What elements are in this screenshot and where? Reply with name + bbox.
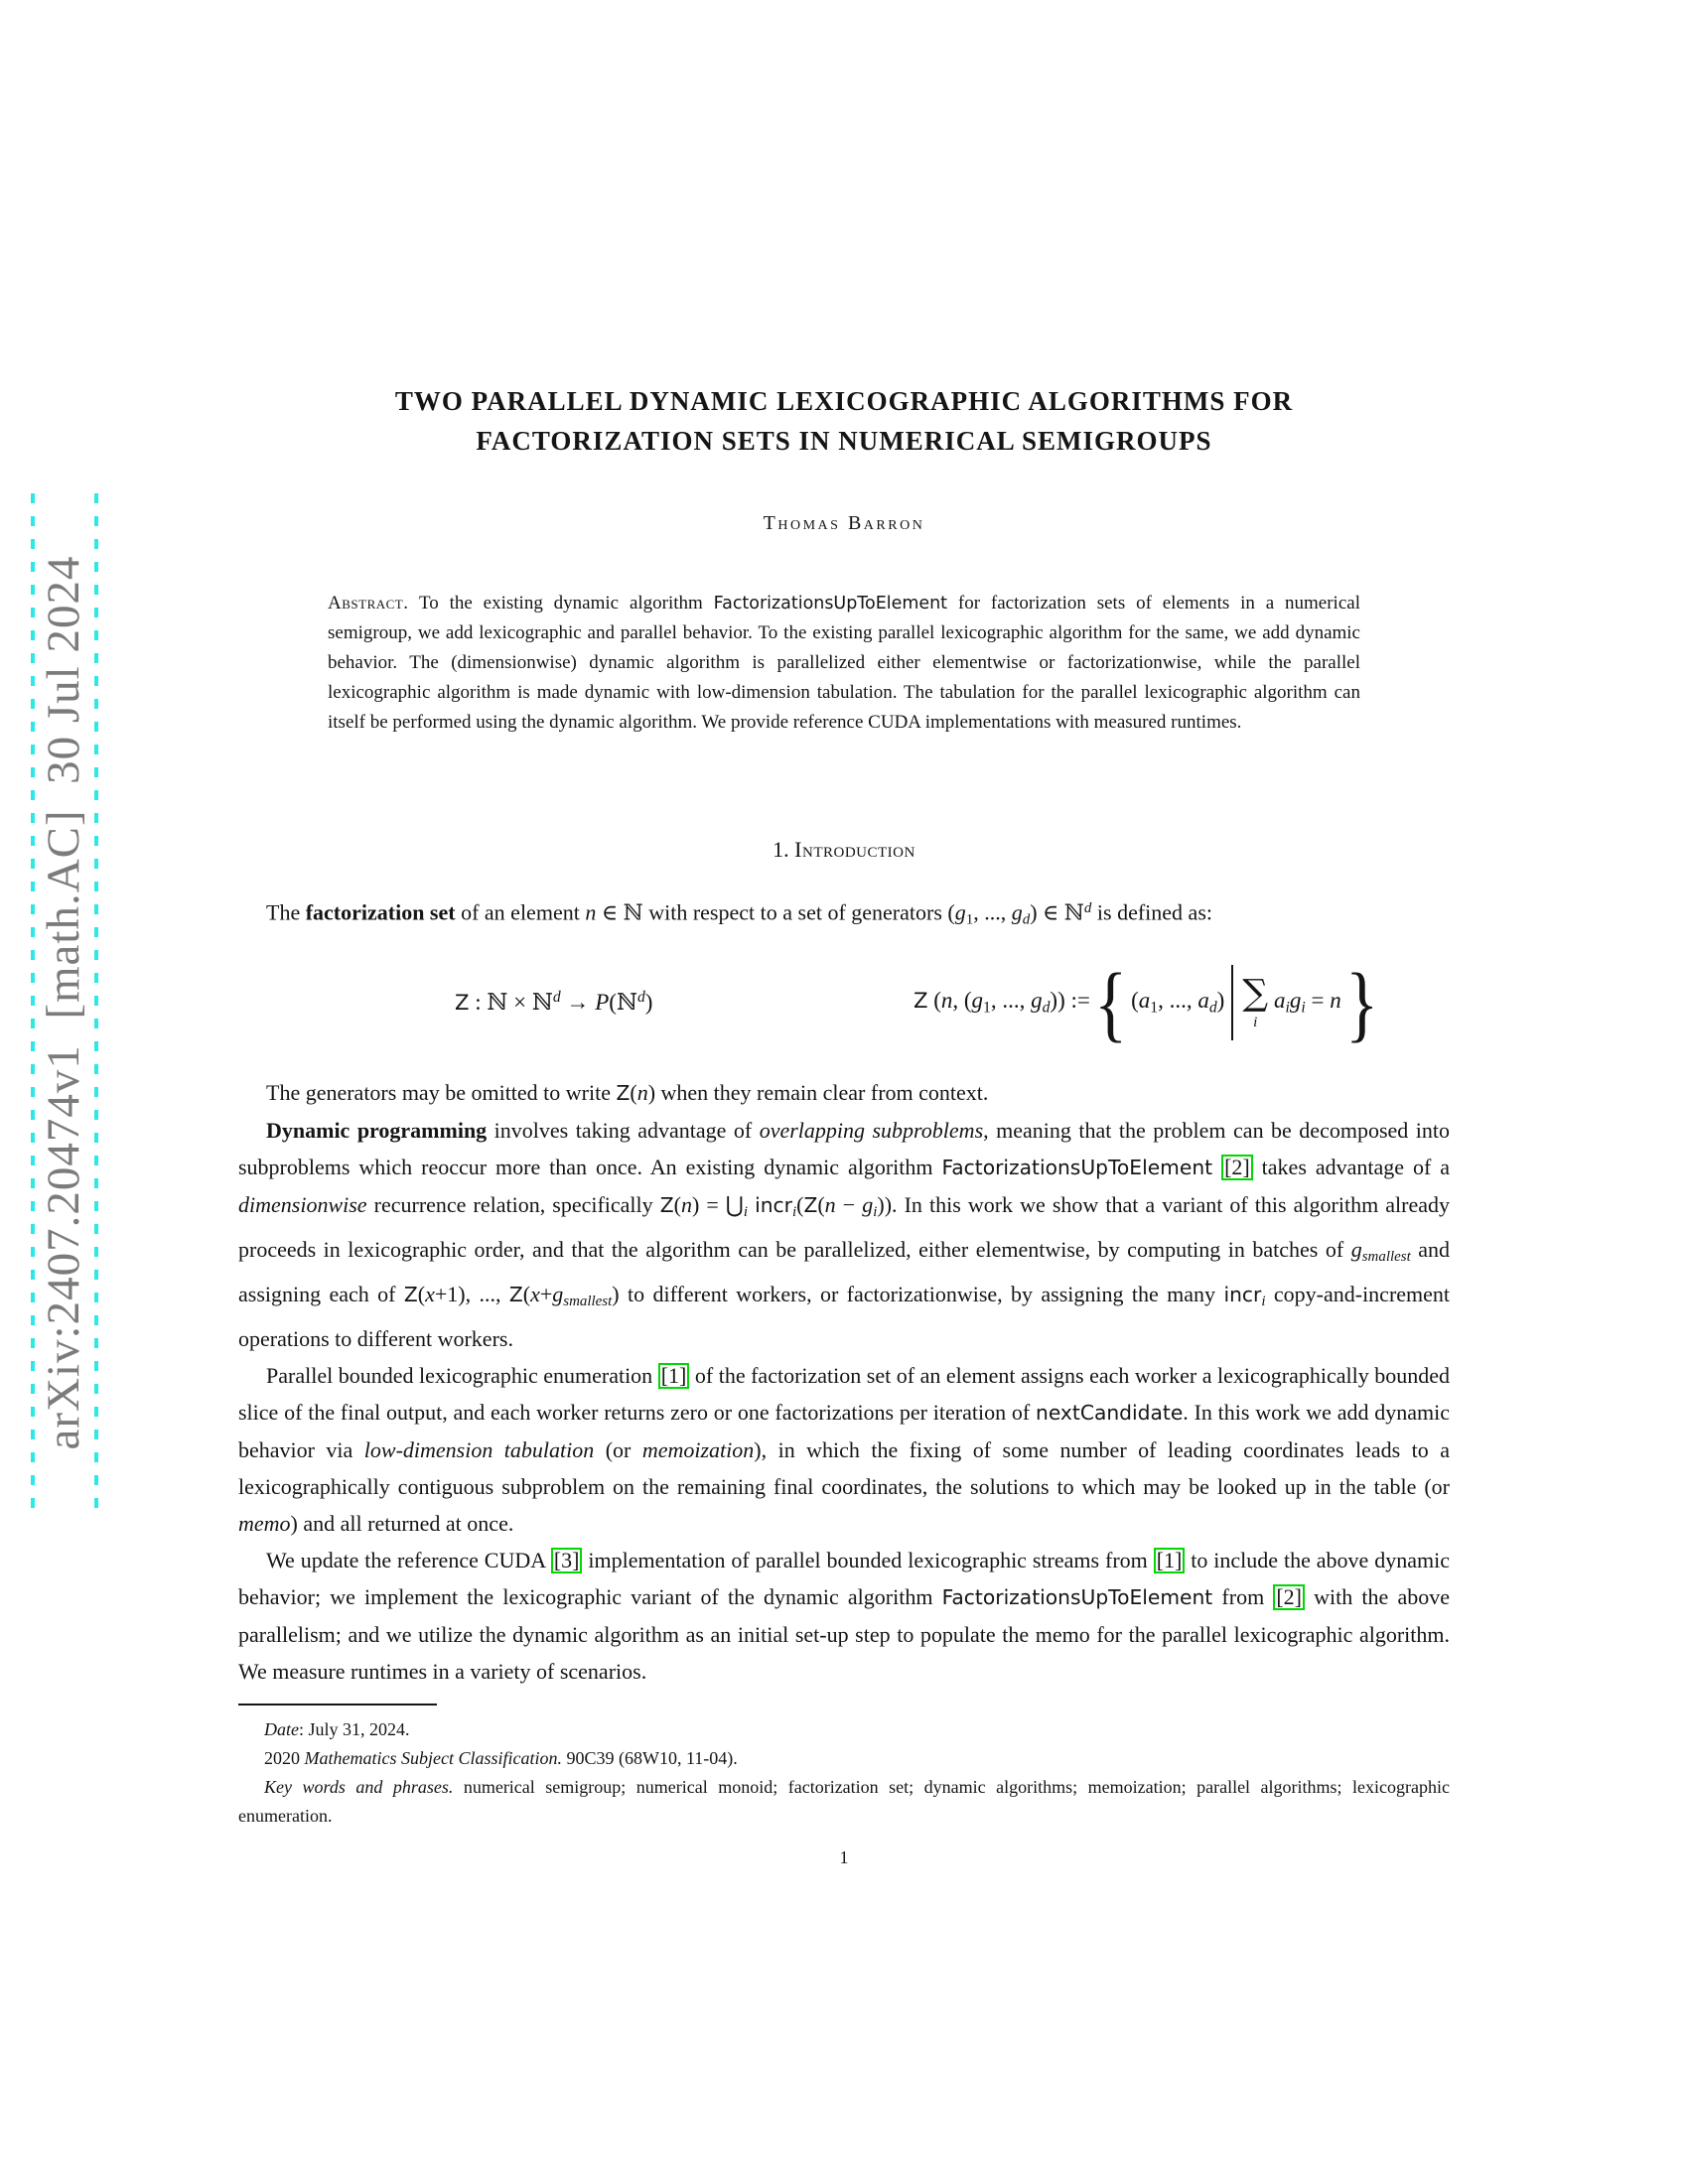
text-segment: a <box>1197 987 1209 1013</box>
text-segment: ( <box>673 1191 681 1217</box>
paper-title-line-2: FACTORIZATION SETS IN NUMERICAL SEMIGROUPS <box>476 426 1212 456</box>
text-segment: , ( <box>952 987 972 1013</box>
citation-link[interactable]: [3] <box>551 1548 583 1573</box>
text-segment: when they remain clear from context. <box>655 1079 989 1105</box>
equation-lhs <box>914 988 1090 1017</box>
text-segment: Z <box>508 1283 523 1307</box>
stamp-dashed-line-right <box>94 493 98 1512</box>
equation-block <box>238 947 1450 1058</box>
text-segment: We update the reference CUDA <box>266 1548 551 1573</box>
text-segment: memoization <box>641 1437 755 1463</box>
text-segment: ( <box>522 1282 531 1307</box>
footnote-msc <box>238 1744 1450 1773</box>
page-number: 1 <box>839 1847 849 1868</box>
text-segment: ) <box>644 990 653 1016</box>
text-segment: with the above parallelism; and we utilize the dynamic algorithm as an initial set-up step to populate the memo for the parallel lexicographic algorithm. We measure runtimes in a variety of scenarios. <box>238 1584 1451 1685</box>
text-segment: FactorizationsUpToElement <box>941 1585 1213 1610</box>
text-segment: ( <box>817 1191 825 1217</box>
text-segment: takes advantage of a <box>1252 1154 1451 1179</box>
text-segment: g <box>552 1282 564 1307</box>
text-segment: nextCandidate <box>1036 1401 1184 1426</box>
set-condition-bar <box>1231 965 1233 1040</box>
text-segment: g <box>1031 987 1043 1013</box>
section-heading <box>238 837 1450 863</box>
text-segment: d <box>636 989 645 1007</box>
text-segment: : ℕ × ℕ <box>469 990 553 1016</box>
sum-body <box>1274 988 1341 1017</box>
text-segment: x <box>425 1282 435 1307</box>
equation-definition <box>913 954 1382 1050</box>
text-segment: n <box>636 1079 648 1105</box>
text-segment: g <box>1011 899 1023 925</box>
text-segment: Z <box>803 1192 818 1217</box>
stamp-dashed-line-left <box>31 493 35 1512</box>
text-segment: implementation of parallel bounded lexicographic streams from <box>582 1548 1154 1573</box>
abstract-block <box>328 589 1360 738</box>
text-segment: Parallel bounded lexicographic enumeration <box>266 1363 658 1389</box>
section-title: Introduction <box>794 837 915 862</box>
text-segment: 1 <box>983 999 991 1017</box>
text-segment: d <box>1208 999 1217 1017</box>
citation-link[interactable]: [2] <box>1221 1155 1253 1180</box>
paper-title <box>238 381 1450 461</box>
text-segment: n <box>585 899 597 925</box>
text-segment: g <box>1289 987 1302 1013</box>
text-segment: , ..., <box>973 899 1012 925</box>
text-segment: for factorization sets of elements in a numerical semigroup, we add lexicographic and parallel behavior. To the existing parallel lexicographic algorithm for the same, we add dynamic behavior. The (dimensionwise) dynamic algorithm is parallelized either elementwise or factorizationwise, while the parallel lexicographic algorithm is made dynamic with low-dimension tabulation. The tabulation for the parallel lexicographic algorithm can itself be performed using the dynamic algorithm. We provide reference CUDA implementations with measured runtimes. <box>328 593 1360 733</box>
footnote-date <box>238 1715 1450 1744</box>
text-segment: n <box>680 1191 692 1217</box>
text-segment: involves taking advantage of <box>487 1117 760 1143</box>
text-segment: (ℕ <box>609 990 637 1016</box>
text-segment: memo <box>238 1511 291 1537</box>
citation-link[interactable]: [1] <box>1154 1548 1186 1573</box>
text-segment: ) = ⋃ <box>691 1191 744 1217</box>
text-segment: of an element <box>455 899 586 925</box>
text-segment: Z <box>659 1192 674 1217</box>
text-segment: , ..., <box>1158 987 1198 1013</box>
paragraph-definition <box>238 890 1450 939</box>
text-segment: ) ∈ ℕ <box>1030 899 1084 925</box>
text-segment: of the factorization set of an element assigns each worker a lexicographically bounded slice of the final output, and each worker returns zero or one factorizations per iteration of <box>238 1363 1450 1426</box>
text-segment: ( <box>796 1191 804 1217</box>
text-segment: d <box>552 989 561 1007</box>
text-segment: P <box>595 990 610 1016</box>
sum-index: i <box>1253 1014 1258 1030</box>
text-segment: FactorizationsUpToElement <box>941 1155 1213 1179</box>
text-segment: overlapping subproblems <box>759 1117 984 1143</box>
text-segment: n <box>940 987 953 1013</box>
text-segment: i <box>1301 999 1306 1017</box>
abstract-text <box>328 593 1360 733</box>
text-segment: ∈ ℕ with respect to a set of generators ( <box>596 899 955 925</box>
set-tuple <box>1131 988 1224 1017</box>
paragraph-parallel-enumeration <box>238 1357 1450 1542</box>
brace-open-glyph: { <box>1093 954 1127 1050</box>
text-segment: incr <box>1223 1283 1262 1307</box>
text-segment: i <box>1285 999 1290 1017</box>
text-segment: from <box>1212 1584 1274 1610</box>
text-segment: Date <box>264 1719 299 1740</box>
text-segment: ) <box>612 1282 620 1307</box>
text-segment: → <box>560 990 596 1016</box>
text-segment: ( <box>1131 987 1139 1013</box>
citation-link[interactable]: [2] <box>1273 1584 1305 1610</box>
text-segment: g <box>1350 1236 1362 1262</box>
text-segment: copy-and-increment operations to different workers. <box>238 1282 1451 1352</box>
text-segment <box>1212 1155 1221 1179</box>
text-segment: g <box>862 1191 874 1217</box>
text-segment: d <box>1083 900 1092 916</box>
text-segment: a <box>1138 987 1151 1013</box>
text-segment: x <box>530 1282 540 1307</box>
text-segment: is defined as: <box>1091 899 1212 925</box>
text-segment: n <box>1330 987 1341 1013</box>
arxiv-identifier-text: arXiv:2407.20474v1 [math.AC] 30 Jul 2024 <box>38 555 89 1450</box>
text-segment: (or <box>594 1437 642 1463</box>
text-segment: The generators may be omitted to write <box>266 1079 617 1105</box>
text-segment: d <box>1022 911 1031 928</box>
text-segment: d <box>1042 999 1051 1017</box>
text-segment: ) and all returned at once. <box>290 1511 514 1537</box>
paper-title-line-1: TWO PARALLEL DYNAMIC LEXICOGRAPHIC ALGORITHMS FOR <box>394 386 1294 416</box>
text-segment: + <box>539 1282 553 1307</box>
text-segment: and assigning each of <box>238 1236 1451 1307</box>
text-segment: n <box>824 1191 836 1217</box>
text-segment: smallest <box>563 1294 613 1310</box>
text-segment: to include the above dynamic behavior; we implement the lexicographic variant of the dynamic algorithm <box>238 1548 1450 1610</box>
text-segment: Key words and phrases. <box>264 1777 454 1798</box>
text-segment: 1 <box>965 911 974 928</box>
text-segment: Z <box>913 987 928 1013</box>
text-segment: ) <box>1216 987 1225 1013</box>
text-segment: ), in which the fixing of some number of leading coordinates leads to a lexicographically contiguous subproblem on the remaining final coordinates, the solutions to which may be looked up in the table (or <box>238 1437 1450 1500</box>
text-segment: numerical semigroup; numerical monoid; factorization set; dynamic algorithms; memoization; parallel algorithms; lexicographic enumeration. <box>238 1777 1450 1827</box>
text-segment: Mathematics Subject Classification. <box>304 1748 562 1769</box>
text-segment: i <box>791 1203 797 1220</box>
text-segment: recurrence relation, specifically <box>366 1191 660 1217</box>
text-segment: : July 31, 2024. <box>299 1719 410 1740</box>
section-number: 1. <box>773 837 789 862</box>
sum-symbol: ∑ <box>1242 972 1269 1014</box>
text-segment: ( <box>417 1282 426 1307</box>
sum-operator <box>1242 972 1269 1030</box>
text-segment: i <box>1261 1294 1266 1310</box>
text-segment: 2020 <box>264 1748 305 1769</box>
text-segment: to different workers, or factorizationwise, by assigning the many <box>619 1282 1224 1307</box>
text-segment: low-dimension tabulation <box>363 1437 595 1463</box>
citation-link[interactable]: [1] <box>658 1363 690 1389</box>
paragraph-generators <box>238 1074 1450 1112</box>
text-segment: ( <box>630 1079 637 1105</box>
text-segment: i <box>743 1203 749 1220</box>
text-segment: +1), ..., <box>434 1282 509 1307</box>
text-segment: . In this work we add dynamic behavior via <box>238 1400 1450 1463</box>
text-segment: 90C39 (68W10, 11-04). <box>561 1748 738 1769</box>
text-segment: )) := <box>1050 987 1090 1013</box>
text-segment: = <box>1305 987 1331 1013</box>
abstract-label: Abstract. <box>328 593 409 614</box>
text-segment: smallest <box>1361 1249 1411 1266</box>
text-segment: − <box>835 1191 863 1217</box>
footnote-block <box>238 1704 1450 1831</box>
text-segment: dimensionwise <box>238 1191 367 1217</box>
text-segment: g <box>954 899 966 925</box>
text-segment: )). In this work we show that a variant of this algorithm already proceeds in lexicographic order, and that the algorithm can be parallelized, either elementwise, by computing in batches of <box>238 1191 1450 1262</box>
text-segment: incr <box>755 1192 792 1217</box>
text-segment: Z <box>455 990 470 1016</box>
text-segment: Z <box>616 1080 631 1105</box>
text-segment: , ..., <box>990 987 1032 1013</box>
footnote-rule <box>238 1704 437 1706</box>
main-column <box>238 0 1450 1868</box>
text-segment: ) <box>647 1079 656 1105</box>
brace-close-glyph: } <box>1344 954 1378 1050</box>
text-segment: , meaning that the problem can be decomposed into subproblems which reoccur more than once. An existing dynamic algorithm <box>238 1117 1450 1179</box>
text-segment: a <box>1274 987 1286 1013</box>
text-segment: Dynamic programming <box>266 1117 488 1143</box>
text-segment: i <box>873 1203 878 1220</box>
paragraph-dynamic-programming <box>238 1112 1450 1358</box>
equation-domain <box>455 989 652 1016</box>
text-segment: To the existing dynamic algorithm <box>408 593 714 614</box>
text-segment: The <box>266 899 306 925</box>
author-name: Thomas Barron <box>763 512 925 534</box>
text-segment: factorization set <box>305 899 456 925</box>
footnote-keywords <box>238 1773 1450 1831</box>
text-segment: 1 <box>1150 999 1159 1017</box>
text-segment: ( <box>927 987 941 1013</box>
text-segment: FactorizationsUpToElement <box>713 594 948 614</box>
text-segment: g <box>971 987 984 1013</box>
paragraph-cuda-update <box>238 1542 1450 1690</box>
text-segment: Z <box>403 1283 418 1307</box>
